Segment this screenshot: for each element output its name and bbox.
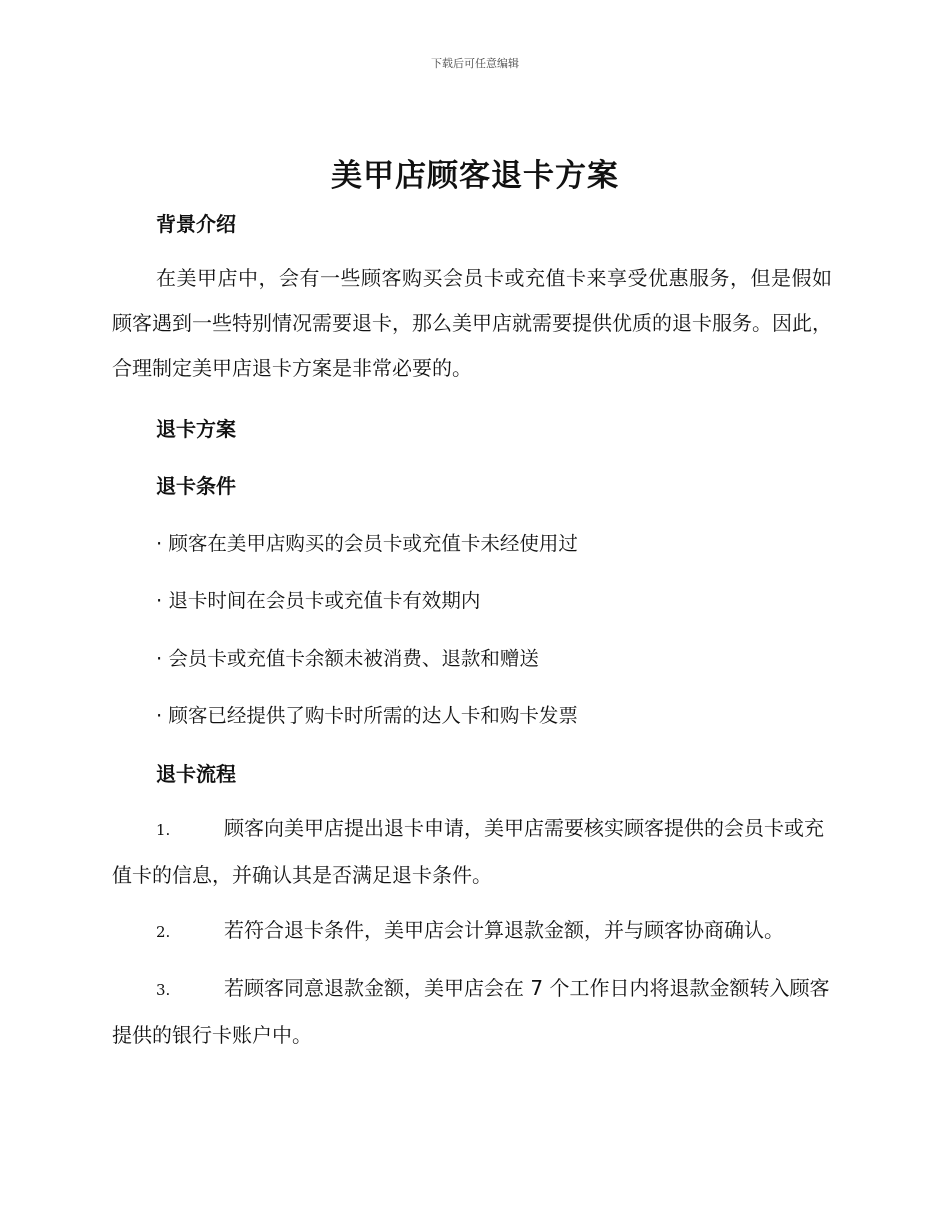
header-note: 下载后可任意编辑: [431, 57, 519, 70]
step-text: 若符合退卡条件，美甲店会计算退款金额，并与顾客协商确认。: [224, 918, 784, 942]
process-step: [112, 908, 832, 955]
condition-item: · 退卡时间在会员卡或充值卡有效期内: [156, 589, 481, 612]
step-number: 3.: [156, 981, 171, 999]
condition-item: · 顾客已经提供了购卡时所需的达人卡和购卡发票: [156, 704, 578, 727]
document-title: 美甲店顾客退卡方案: [331, 158, 619, 194]
process-step: [112, 966, 832, 1058]
section-heading-plan: 退卡方案: [156, 417, 236, 441]
step-text: 顾客向美甲店提出退卡申请，美甲店需要核实顾客提供的会员卡或充值卡的信息，并确认其是否满足退卡条件。: [112, 816, 824, 887]
background-paragraph: 在美甲店中，会有一些顾客购买会员卡或充值卡来享受优惠服务，但是假如顾客遇到一些特别情况需要退卡，那么美甲店就需要提供优质的退卡服务。因此，合理制定美甲店退卡方案是非常必要的。: [112, 266, 832, 380]
step-text: 若顾客同意退款金额，美甲店会在 7 个工作日内将退款金额转入顾客提供的银行卡账户中。: [112, 976, 830, 1047]
condition-item: · 会员卡或充值卡余额未被消费、退款和赠送: [156, 647, 539, 670]
section-heading-background: 背景介绍: [156, 212, 236, 236]
section-heading-process: 退卡流程: [156, 762, 236, 786]
step-number: 1.: [156, 821, 171, 839]
section-heading-conditions: 退卡条件: [156, 474, 236, 498]
process-step: [112, 806, 832, 898]
step-number: 2.: [156, 923, 171, 941]
condition-item: · 顾客在美甲店购买的会员卡或充值卡未经使用过: [156, 532, 578, 555]
